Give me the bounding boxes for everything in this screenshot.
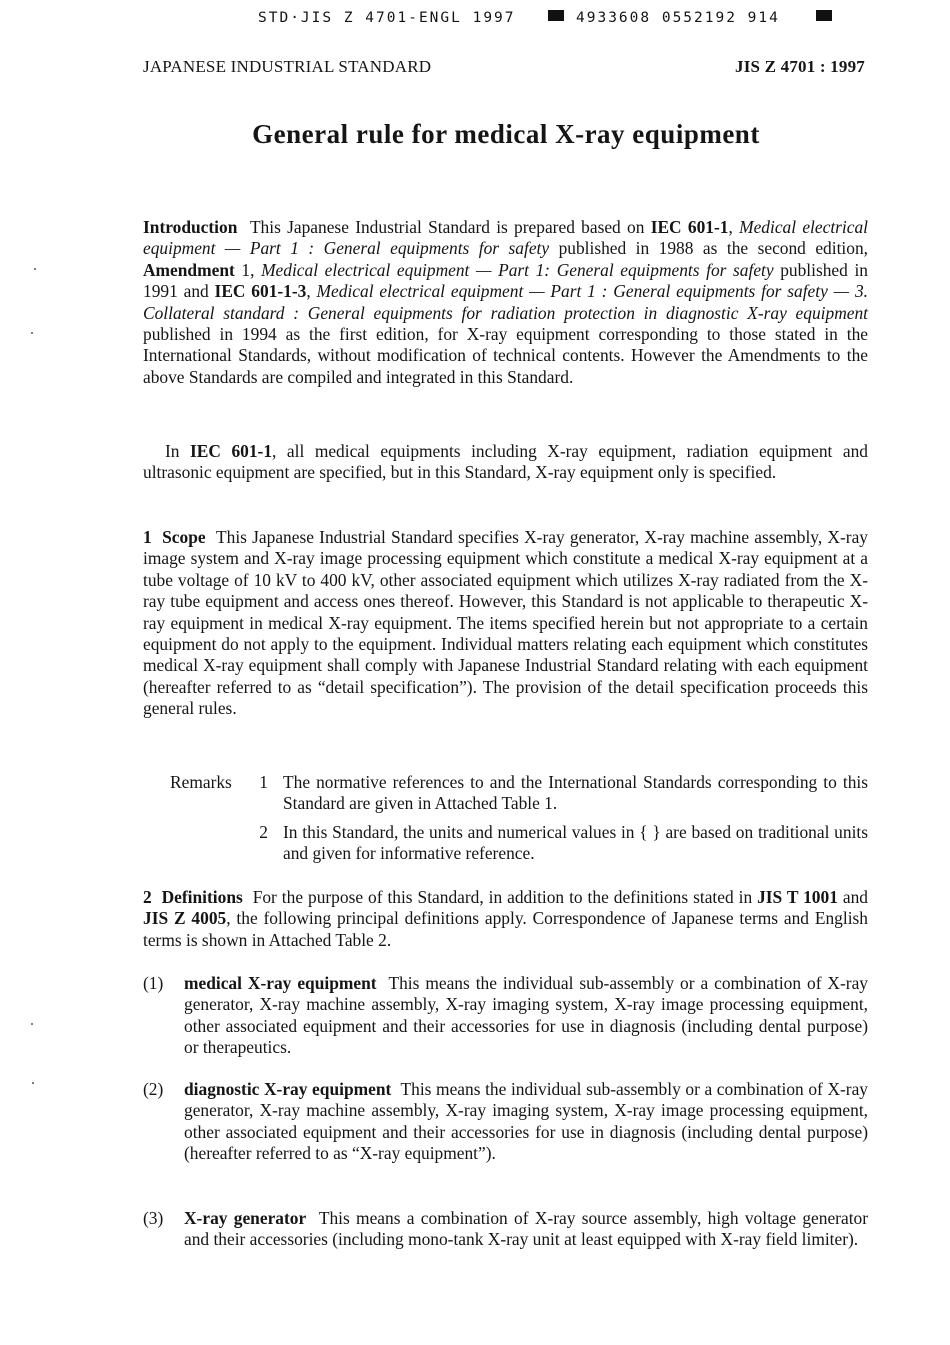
definition-number: (1)	[143, 973, 164, 993]
definition-number: (3)	[143, 1208, 164, 1228]
definition-term: medical X-ray equipment	[184, 973, 377, 993]
scan-stamp-line	[258, 6, 838, 32]
definitions-heading: Definitions	[161, 887, 243, 907]
introduction-second-paragraph: In IEC 601-1, all medical equipments including X-ray equipment, radiation equipment and ultrasonic equipment are specified, but in this Standard, X-ray equipment only is specified.	[143, 441, 868, 483]
scan-speck	[32, 1082, 34, 1084]
stamp-digits: 4933608 0552192 914	[576, 10, 780, 26]
definition-text: This means a combination of X-ray source assembly, high voltage generator and their accessories (including mono-tank X-ray unit at least equipped with X-ray field limiter).	[184, 1208, 869, 1250]
definition-item	[143, 1208, 868, 1251]
remarks-label: Remarks	[170, 772, 232, 792]
scan-speck	[34, 268, 36, 270]
scan-speck	[31, 1023, 33, 1025]
header-standard-number: JIS Z 4701 : 1997	[735, 57, 865, 76]
scope-text: This Japanese Industrial Standard specifies X-ray generator, X-ray machine assembly, X-ray image system and X-ray image processing equipment which constitute a medical X-ray equipment at a tube voltage of 10 kV to 400 kV, other associated equipment which utilizes X-ray radiated from the X-ray tube equipment and access ones thereof. However, this Standard is not applicable to therapeutic X-ray equipment in medical X-ray equipment. The items specified herein but not appropriate to a certain equipment do not apply to the equipment. Individual matters relating each equipment which constitutes medical X-ray equipment shall comply with Japanese Industrial Standard relating with each equipment (hereafter referred to as “detail specification”). The provision of the detail specification proceeds this general rules.	[143, 527, 868, 719]
scope-number: 1	[143, 527, 152, 547]
remark-text: In this Standard, the units and numerical values in { } are based on traditional units and given for informative reference.	[283, 822, 868, 864]
stamp-code: STD·JIS Z 4701-ENGL 1997	[258, 10, 516, 26]
introduction-paragraph: Introduction This Japanese Industrial Standard is prepared based on IEC 601-1, Medical electrical equipment — Part 1 : General equipments for safety published in 1988 as the second edition, Amendment 1, Medical electrical equipment — Part 1: General equipments for safety published in 1991 and IEC 601-1-3, Medical electrical equipment — Part 1 : General equipments for safety — 3. Collateral standard : General equipments for radiation protection in diagnostic X-ray equipment published in 1994 as the first edition, for X-ray equipment corresponding to those stated in the International Standards, without modification of technical contents. However the Amendments to the above Standards are compiled and integrated in this Standard.	[143, 217, 869, 387]
definition-item	[143, 973, 868, 1059]
remark-number: 1	[259, 772, 268, 792]
header-standard-name: JAPANESE INDUSTRIAL STANDARD	[143, 57, 432, 76]
introduction-heading: Introduction	[143, 217, 238, 237]
scope-section	[143, 527, 868, 720]
definition-text: This means the individual sub-assembly or a combination of X-ray generator, X-ray machine assembly, X-ray imaging system, X-ray image processing equipment, other associated equipment and their accessories for use in diagnosis (including dental purpose) or therapeutics.	[184, 973, 868, 1058]
definitions-section: 2 Definitions For the purpose of this Standard, in addition to the definitions stated in JIS T 1001 and JIS Z 4005, the following principal definitions apply. Correspondence of Japanese terms and English terms is shown in Attached Table 2.	[143, 887, 868, 950]
remark-item	[143, 772, 868, 815]
definition-number: (2)	[143, 1079, 164, 1099]
definition-text: This means the individual sub-assembly or a combination of X-ray generator, X-ray machine assembly, X-ray imaging system, X-ray image processing equipment, other associated equipment and their accessories for use in diagnosis (including dental purpose) (hereafter referred to as “X-ray equipment”).	[184, 1079, 868, 1164]
document-title: General rule for medical X-ray equipment	[252, 119, 760, 149]
definitions-number: 2	[143, 887, 152, 907]
stamp-block-mark	[816, 10, 832, 21]
definition-item	[143, 1079, 868, 1165]
remark-text: The normative references to and the International Standards corresponding to this Standard are given in Attached Table 1.	[283, 772, 868, 814]
definition-term: X-ray generator	[184, 1208, 307, 1228]
remark-number: 2	[259, 822, 268, 842]
stamp-block-mark	[548, 10, 564, 21]
definition-term: diagnostic X-ray equipment	[184, 1079, 392, 1099]
scan-speck	[31, 332, 33, 334]
remark-item	[143, 822, 868, 865]
scope-heading: Scope	[162, 527, 206, 547]
introduction-section	[143, 217, 868, 388]
